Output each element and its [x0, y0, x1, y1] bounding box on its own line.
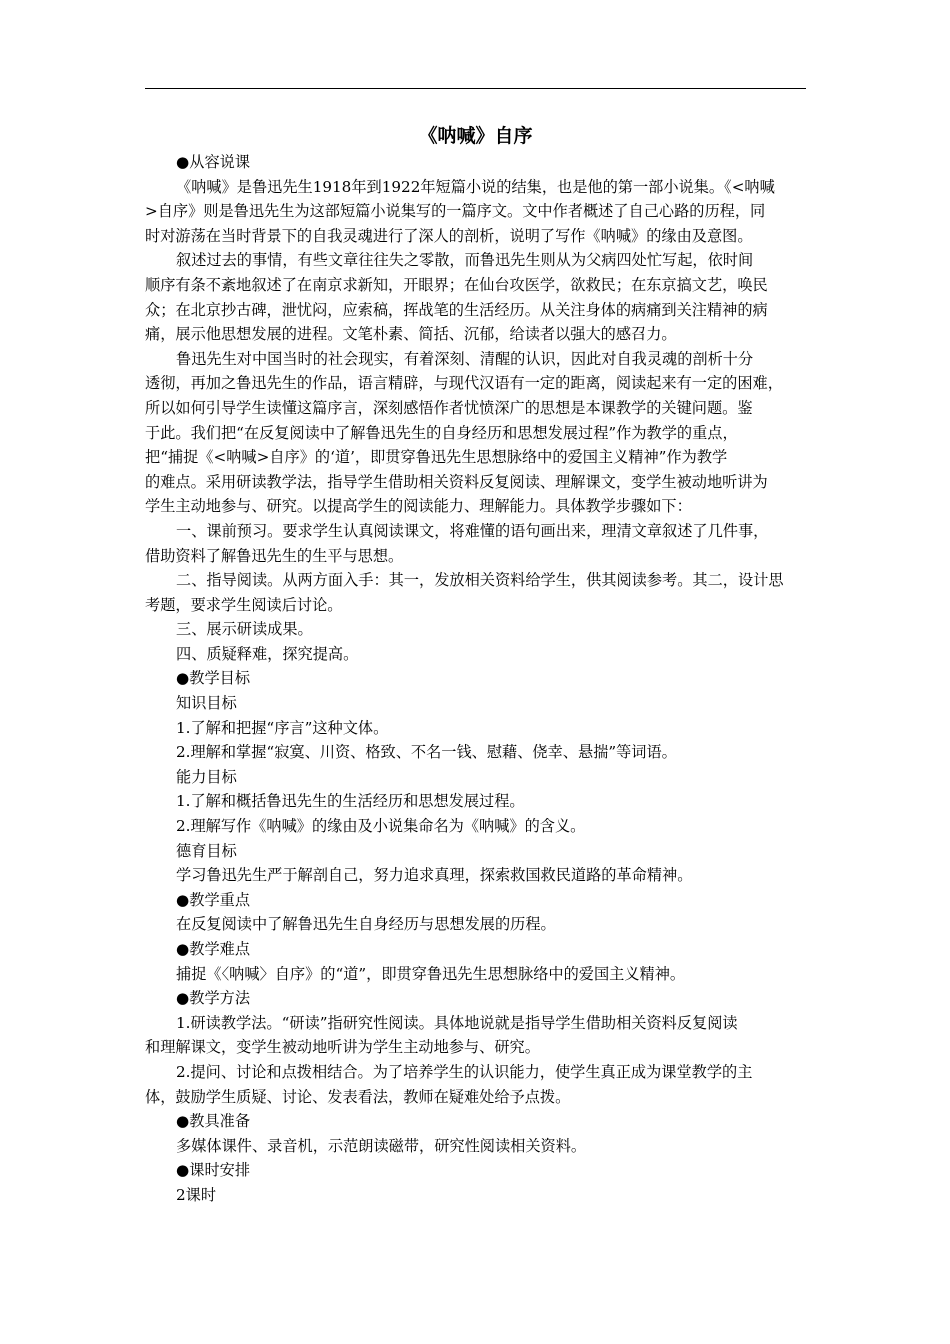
text-lines [145, 150, 806, 1208]
text-line: ●教学目标 [176, 669, 251, 688]
document-title: 《呐喊》自序 [418, 125, 533, 147]
text-line: 1.研读教学法。“研读”指研究性阅读。具体地说就是指导学生借助相关资料反复阅读 [176, 1013, 738, 1032]
text-line: 叙述过去的事情，有些文章往往失之零散，而鲁迅先生则从为父病四处忙写起，依时间 [176, 251, 754, 270]
text-line: ●教学方法 [176, 989, 251, 1008]
text-line: ●教学重点 [176, 890, 251, 909]
text-line: 2.提问、讨论和点拨相结合。为了培养学生的认识能力，使学生真正成为课堂教学的主 [176, 1062, 753, 1081]
text-line: 把“捕捉《<呐喊>自序》的‘道’，即贯穿鲁迅先生思想脉络中的爱国主义精神”作为教学 [145, 448, 728, 467]
text-line: 痛，展示他思想发展的进程。文笔朴素、简括、沉郁，给读者以强大的感召力。 [145, 325, 677, 344]
text-line: 众；在北京抄古碑，泄忧闷，应索稿，挥战笔的生活经历。从关注身体的病痛到关注精神的病 [145, 300, 768, 319]
text-line: 四、质疑释难，探究提高。 [176, 644, 359, 663]
text-line: 能力目标 [176, 767, 237, 786]
text-line: 于此。我们把“在反复阅读中了解鲁迅先生的自身经历和思想发展过程”作为教学的重点， [145, 423, 738, 442]
text-line: 1.了解和概括鲁迅先生的生活经历和思想发展过程。 [176, 792, 525, 811]
text-line: 和理解课文，变学生被动地听讲为学生主动地参与、研究。 [145, 1038, 540, 1057]
text-line: 时对游荡在当时背景下的自我灵魂进行了深人的剖析，说明了写作《呐喊》的缘由及意图。 [145, 226, 753, 245]
text-line: 学生主动地参与、研究。以提高学生的阅读能力、理解能力。具体教学步骤如下： [145, 497, 692, 516]
text-line: 借助资料了解鲁迅先生的生平与思想。 [145, 546, 404, 565]
text-line: 体，鼓励学生质疑、讨论、发表看法，教师在疑难处给予点拨。 [145, 1087, 571, 1106]
text-line: 顺序有条不紊地叙述了在南京求新知，开眼界；在仙台攻医学，欲救民；在东京搞文艺，唤民 [145, 275, 768, 294]
text-line: 多媒体课件、录音机，示范朗读磁带，研究性阅读相关资料。 [176, 1136, 587, 1155]
text-line: 知识目标 [176, 694, 237, 713]
header-rule [145, 88, 806, 89]
text-line: 的难点。采用研读教学法，指导学生借助相关资料反复阅读、理解课文，变学生被动地听讲为 [145, 472, 768, 491]
text-line: >自序》则是鲁迅先生为这部短篇小说集写的一篇序文。文中作者概述了自己心路的历程，同 [145, 202, 766, 221]
text-line: 捕捉《〈呐喊〉自序》的“道”，即贯穿鲁迅先生思想脉络中的爱国主义精神。 [176, 964, 686, 983]
text-line: 2.理解写作《呐喊》的缘由及小说集命名为《呐喊》的含义。 [176, 817, 586, 836]
text-line: 考题，要求学生阅读后讨论。 [145, 595, 343, 614]
text-line: 2课时 [176, 1185, 217, 1204]
text-line: ●课时安排 [176, 1161, 251, 1180]
document-body [145, 122, 806, 1208]
text-line: 《呐喊》是鲁迅先生1918年到1922年短篇小说的结集，也是他的第一部小说集。《<呐喊 [176, 177, 775, 196]
text-line: 所以如何引导学生读懂这篇序言，深刻感悟作者忧愤深广的思想是本课教学的关键问题。鉴 [145, 398, 753, 417]
text-line: 在反复阅读中了解鲁迅先生自身经历与思想发展的历程。 [176, 915, 556, 934]
text-line: ●教学难点 [176, 940, 251, 958]
text-line: 2.理解和掌握“寂寞、川资、格致、不名一钱、慰藉、侥幸、悬揣”等词语。 [176, 743, 677, 762]
text-line: ●从容说课 [176, 153, 251, 171]
text-line: 一、课前预习。要求学生认真阅读课文，将难懂的语句画出来，理清文章叙述了几件事， [176, 521, 769, 540]
text-line: 学习鲁迅先生严于解剖自己，努力追求真理，探索救国救民道路的革命精神。 [176, 866, 693, 885]
text-line: 1.了解和把握“序言”这种文体。 [176, 718, 389, 737]
text-line: ●教具准备 [176, 1112, 251, 1131]
text-line: 透彻，再加之鲁迅先生的作品，语言精辟，与现代汉语有一定的距离，阅读起来有一定的困难， [145, 374, 783, 393]
text-line: 鲁迅先生对中国当时的社会现实，有着深刻、清醒的认识，因此对自我灵魂的剖析十分 [176, 349, 754, 368]
text-line: 三、展示研读成果。 [176, 620, 313, 639]
text-line: 二、指导阅读。从两方面入手：其一，发放相关资料给学生，供其阅读参考。其二，设计思 [176, 571, 784, 590]
text-line: 德育目标 [176, 841, 237, 860]
